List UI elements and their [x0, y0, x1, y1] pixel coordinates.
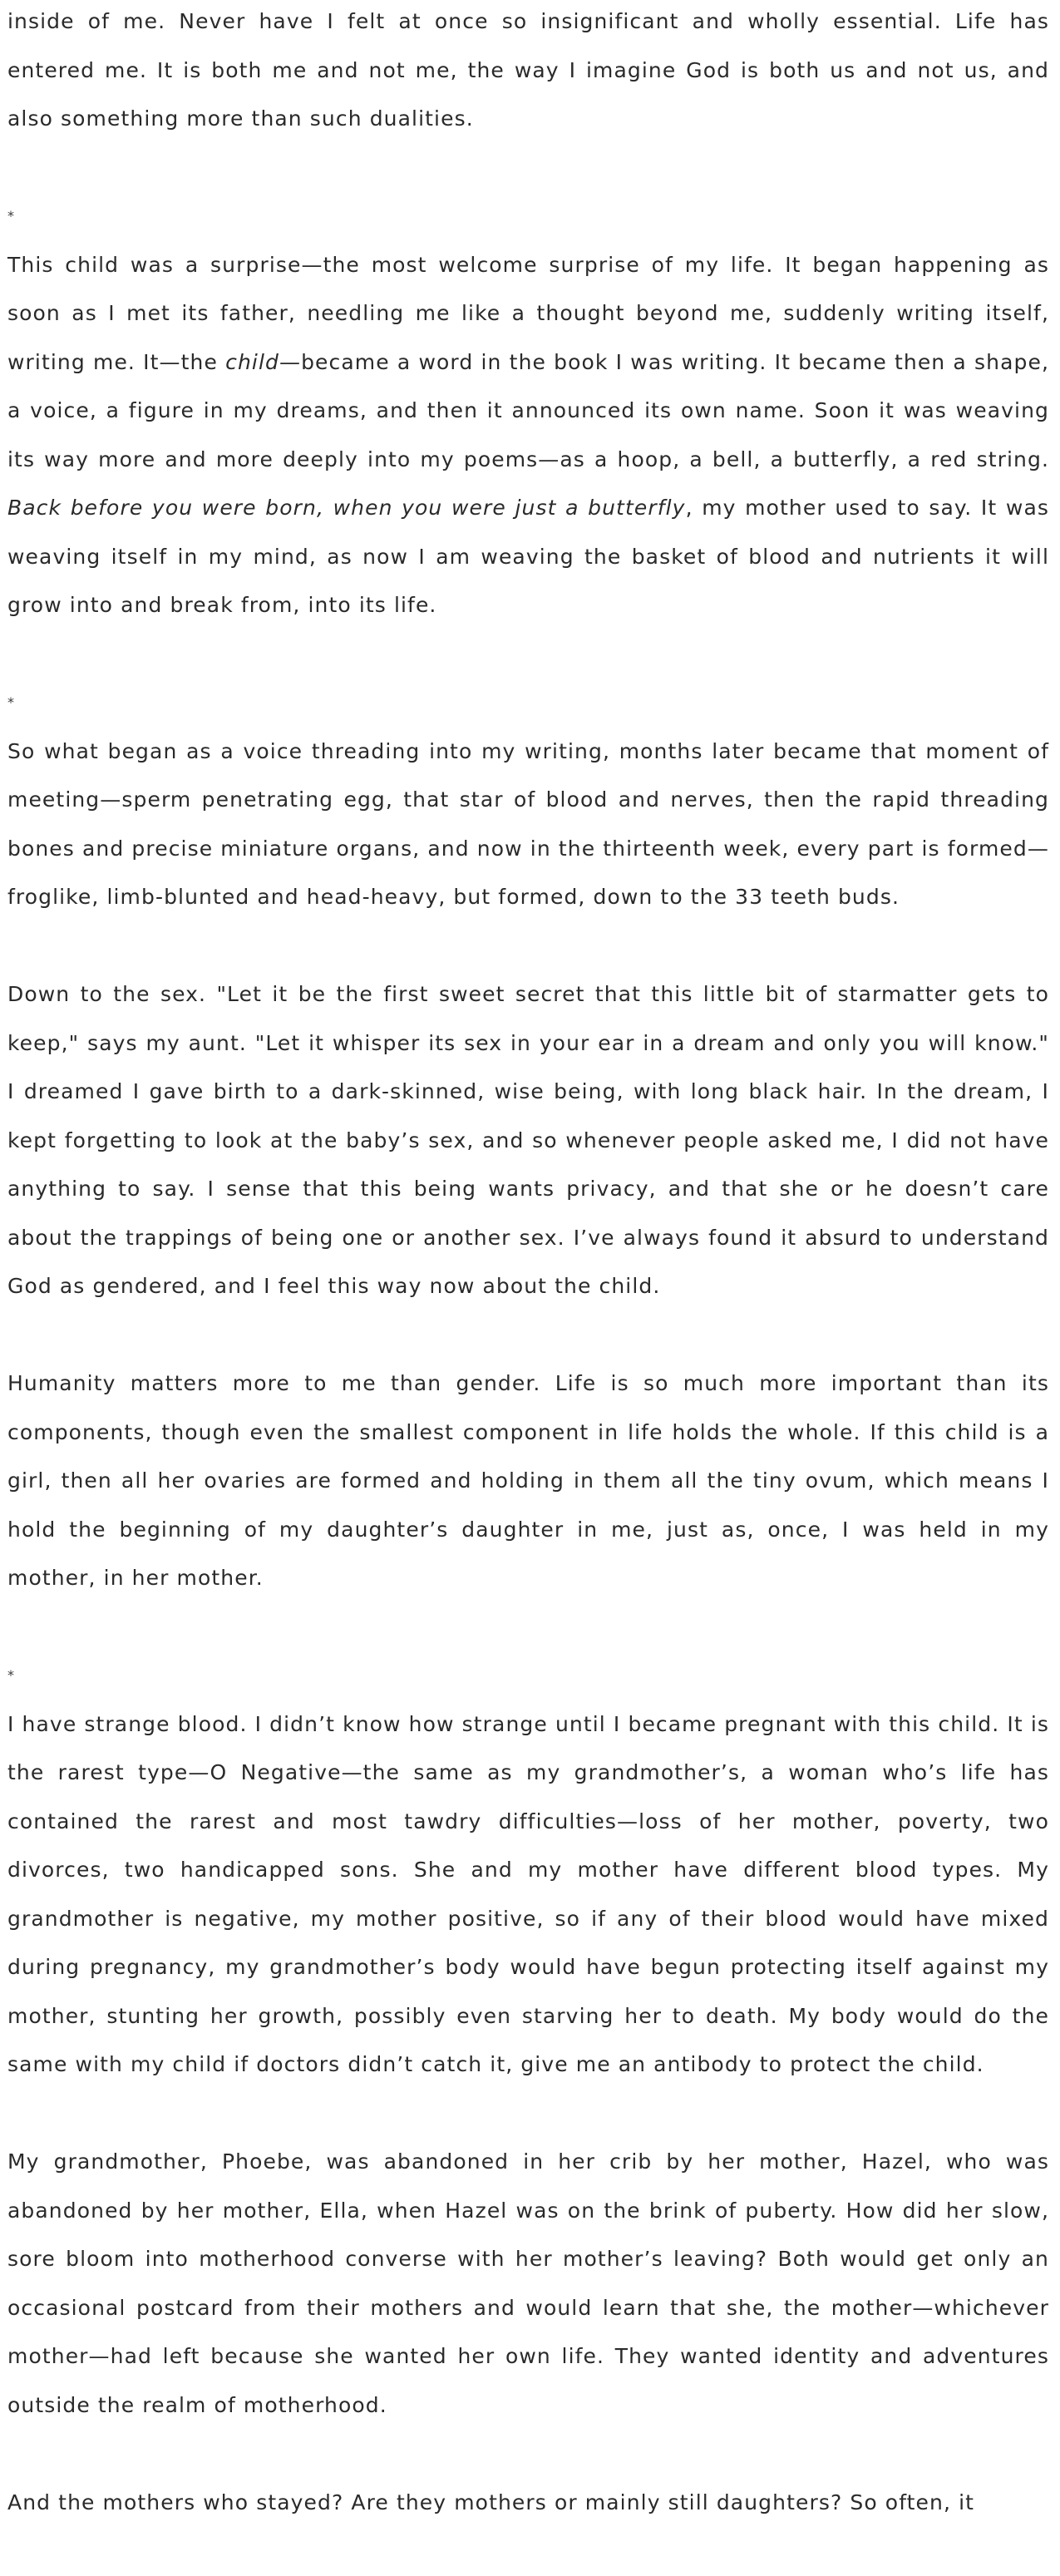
paragraph-humanity: Humanity matters more to me than gender. Life is so much more important than its components, though even the smallest component in life holds the whole. If this child is a girl, then all her ovaries are formed and holding in them all the tiny ovum, which means I hold the beginning of my daughter’s daughter in me, just as, once, I was held in my mother, in her mother.: [7, 1371, 1049, 1590]
paragraph-surprise: [7, 241, 1049, 630]
section-separator: *: [7, 208, 16, 224]
italic-run: child: [225, 349, 279, 374]
paragraph-strange-blood: I have strange blood. I didn’t know how strange until I became pregnant with this child. It is the rarest type—O Negative—the same as my grandmother’s, a woman who’s life has contained the rarest and most tawdry difficulties—loss of her mother, poverty, two divorces, two handicapped sons. She and my mother have different blood types. My grandmother is negative, my mother positive, so if any of their blood would have mixed during pregnancy, my grandmother’s body would have begun protecting itself against my mother, stunting her growth, possibly even starving her to death. My body would do the same with my child if doctors didn’t catch it, give me an antibody to protect the child.: [7, 1711, 1049, 2076]
italic-run: Back before you were born, when you were just a butterfly: [7, 496, 686, 520]
paragraph-grandmother: My grandmother, Phoebe, was abandoned in her crib by her mother, Hazel, who was abandoned by her mother, Ella, when Hazel was on the brink of puberty. How did her slow, sore bloom into motherhood converse with her mother’s leaving? Both would get only an occasional postcard from their mothers and would learn that she, the mother—whichever mother—had left because she wanted her own life. They wanted identity and adventures outside the realm of motherhood.: [7, 2149, 1049, 2417]
section-separator: *: [7, 1667, 16, 1683]
section-separator: *: [7, 694, 16, 710]
document-body: [7, 0, 1049, 2576]
paragraph-sex: Down to the sex. "Let it be the first sweet secret that this little bit of starmatter gets to keep," says my aunt. "Let it whisper its sex in your ear in a dream and only you will know." I dreamed I gave birth to a dark-skinned, wise being, with long black hair. In the dream, I kept forgetting to look at the baby’s sex, and so whenever people asked me, I did not have anything to say. I sense that this being wants privacy, and that she or he doesn’t care about the trappings of being one or another sex. I’ve always found it absurd to understand God as gendered, and I feel this way now about the child.: [7, 982, 1049, 1298]
text-run: This child was a surprise—the most welcome surprise of my life. It began happening as soon as I met its father, needling me like a thought beyond me, suddenly writing itself, writing me. It—the: [7, 252, 1049, 374]
text-run: —became a word in the book I was writing. It became then a shape, a voice, a figure in my dreams, and then it announced its own name. Soon it was weaving its way more and more deeply into my poems—as a hoop, a bell, a butterfly, a red string.: [7, 349, 1049, 471]
paragraph-mothers-stayed: And the mothers who stayed? Are they mothers or mainly still daughters? So often, it: [7, 2490, 975, 2514]
text-run: , my mother used to say. It was weaving itself in my mind, as now I am weaving the basket of blood and nutrients it will grow into and break from, into its life.: [7, 496, 1049, 617]
paragraph-threading: So what began as a voice threading into my writing, months later became that moment of meeting—sperm penetrating egg, that star of blood and nerves, then the rapid threading bones and precise miniature organs, and now in the thirteenth week, every part is formed—froglike, limb-blunted and head-heavy, but formed, down to the 33 teeth buds.: [7, 738, 1049, 909]
paragraph-insignificant: inside of me. Never have I felt at once so insignificant and wholly essential. Life has entered me. It is both me and not me, the way I imagine God is both us and not us, and also something more than such dualities.: [7, 9, 1049, 131]
